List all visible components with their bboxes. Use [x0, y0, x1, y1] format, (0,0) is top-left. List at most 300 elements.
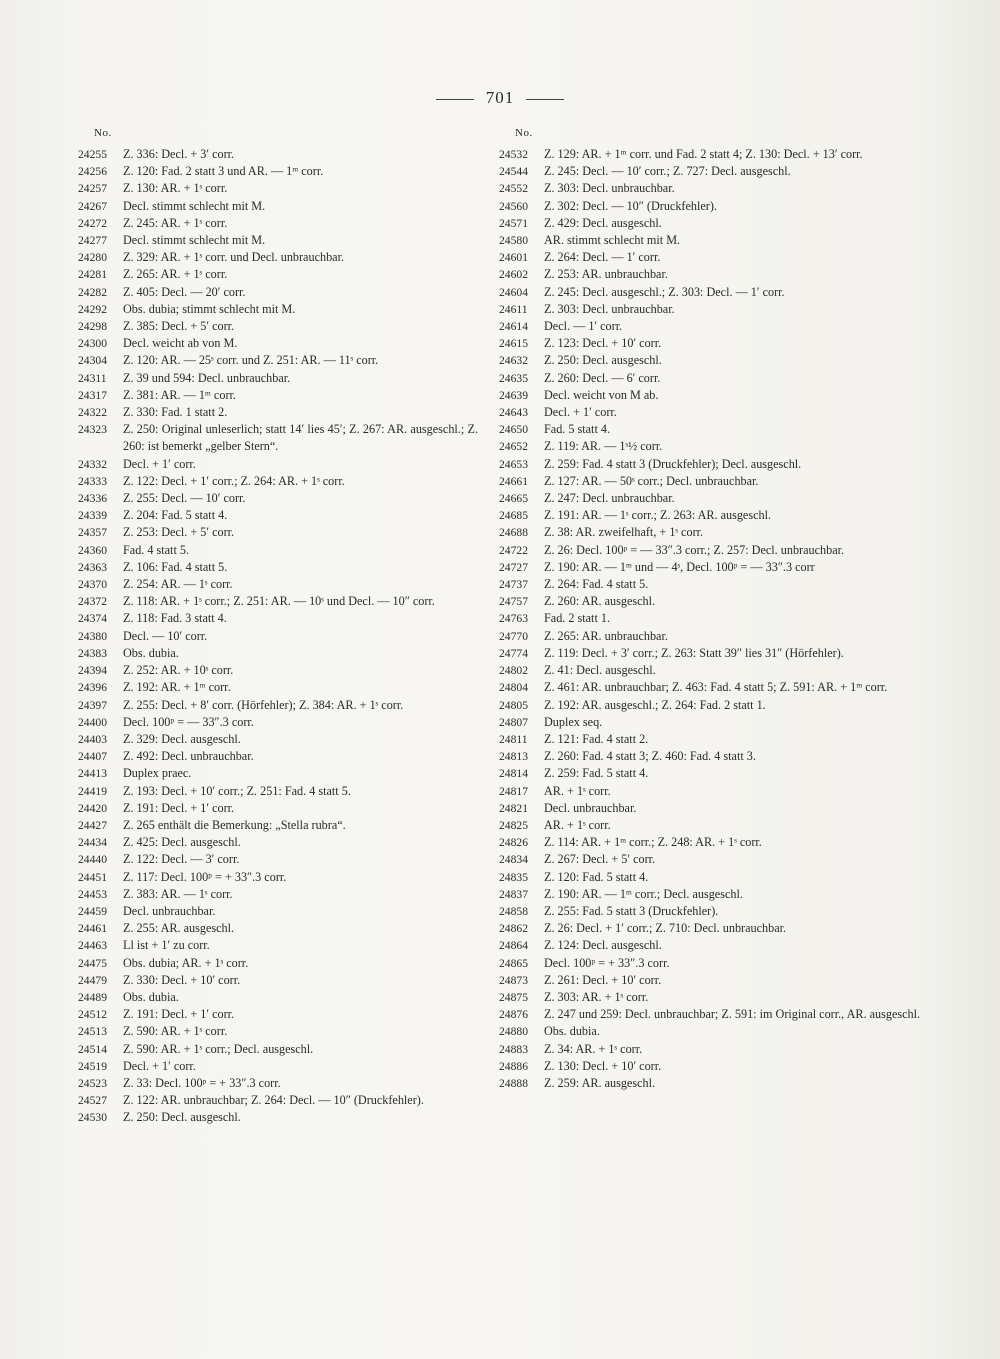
entry-row — [499, 748, 929, 765]
entry-row — [78, 800, 478, 817]
entry-number: 24544 — [499, 165, 528, 179]
entry-row — [78, 817, 478, 834]
entry-number: 24770 — [499, 629, 528, 643]
entry-row — [499, 679, 929, 696]
entry-text: Z. 429: Decl. ausgeschl. — [544, 215, 662, 230]
entry-number: 24552 — [499, 182, 528, 196]
entry-text: Z. 245: Decl. — 10′ corr.; Z. 727: Decl. ausgeschl. — [544, 164, 791, 179]
entry-row — [499, 989, 929, 1006]
entry-row — [78, 748, 478, 765]
entry-number: 24858 — [499, 904, 528, 918]
entry-text: Z. 381: AR. — 1ᵐ corr. — [123, 387, 236, 402]
entry-text: Duplex seq. — [544, 714, 603, 729]
entry-row — [499, 714, 929, 731]
entry-row — [499, 937, 929, 954]
entry-text: Z. 250: Decl. ausgeschl. — [123, 1110, 241, 1125]
entry-number: 24280 — [78, 251, 107, 265]
entry-row — [78, 249, 478, 266]
entry-number: 24372 — [78, 595, 107, 609]
entry-number: 24817 — [499, 784, 528, 798]
entry-text: Z. 190: AR. — 1ᵐ corr.; Decl. ausgeschl. — [544, 886, 743, 901]
entry-row — [499, 507, 929, 524]
entry-text: Z. 329: AR. + 1ˢ corr. und Decl. unbrauchbar. — [123, 250, 345, 265]
entry-text: Z. 329: Decl. ausgeschl. — [123, 731, 241, 746]
entry-number: 24394 — [78, 664, 107, 678]
entry-number: 24688 — [499, 526, 528, 540]
entry-text: Z. 114: AR. + 1ᵐ corr.; Z. 248: AR. + 1ˢ corr. — [544, 835, 762, 850]
entry-number: 24862 — [499, 922, 528, 936]
entry-row — [78, 851, 478, 868]
entry-number: 24811 — [499, 732, 528, 746]
entry-number: 24374 — [78, 612, 107, 626]
entry-number: 24886 — [499, 1059, 528, 1073]
entry-text: Z. 122: AR. unbrauchbar; Z. 264: Decl. — 10″ (Druckfehler). — [123, 1093, 424, 1108]
entry-number: 24601 — [499, 251, 528, 265]
entry-number: 24336 — [78, 492, 107, 506]
entry-row — [78, 1092, 478, 1109]
entry-text: Z. 253: AR. unbrauchbar. — [544, 267, 668, 282]
page-number — [0, 88, 1000, 108]
entry-number: 24821 — [499, 801, 528, 815]
entry-row — [499, 610, 929, 627]
entry-text: Z. 129: AR. + 1ᵐ corr. und Fad. 2 statt 4; Z. 130: Decl. + 13′ corr. — [544, 147, 863, 161]
entry-number: 24880 — [499, 1025, 528, 1039]
entry-number: 24685 — [499, 509, 528, 523]
entry-row — [499, 800, 929, 817]
entry-row — [499, 387, 929, 404]
entry-number: 24475 — [78, 956, 107, 970]
entry-number: 24774 — [499, 646, 528, 660]
entry-row — [78, 1058, 478, 1075]
entry-row — [499, 1023, 929, 1040]
entry-number: 24298 — [78, 320, 107, 334]
entry-number: 24615 — [499, 337, 528, 351]
entry-number: 24835 — [499, 870, 528, 884]
entry-text: Z. 590: AR. + 1ˢ corr. — [123, 1024, 228, 1039]
entry-text: Fad. 2 statt 1. — [544, 611, 611, 626]
entry-row — [499, 335, 929, 352]
entry-text: Decl. + 1′ corr. — [123, 456, 196, 471]
entry-row — [78, 232, 478, 249]
entry-text: Z. 492: Decl. unbrauchbar. — [123, 749, 254, 764]
entry-row — [499, 834, 929, 851]
entry-number: 24357 — [78, 526, 107, 540]
entry-number: 24876 — [499, 1008, 528, 1022]
entry-row — [78, 404, 478, 421]
entry-number: 24332 — [78, 457, 107, 471]
entry-number: 24407 — [78, 750, 107, 764]
entry-row — [78, 714, 478, 731]
entry-row — [499, 318, 929, 335]
entry-row — [499, 559, 929, 576]
entry-row — [78, 972, 478, 989]
entry-number: 24727 — [499, 560, 528, 574]
entry-text: Z. 253: Decl. + 5′ corr. — [123, 525, 235, 540]
entry-text: Decl. weicht von M ab. — [544, 387, 659, 402]
entry-number: 24255 — [78, 148, 107, 161]
entry-row — [78, 1041, 478, 1058]
entry-text: Z. 127: AR. — 50ˢ corr.; Decl. unbrauchbar. — [544, 473, 759, 488]
entry-text: Z. 106: Fad. 4 statt 5. — [123, 559, 228, 574]
entry-row — [78, 593, 478, 610]
entry-text: Z. 130: Decl. + 10′ corr. — [544, 1058, 662, 1073]
entry-row — [499, 438, 929, 455]
entry-row — [499, 697, 929, 714]
right-column-header: No. — [515, 127, 533, 139]
entry-number: 24380 — [78, 629, 107, 643]
entry-number: 24440 — [78, 853, 107, 867]
entry-number: 24419 — [78, 784, 107, 798]
entry-text: Ll ist + 1′ zu corr. — [123, 938, 210, 953]
entry-row — [499, 628, 929, 645]
entry-number: 24420 — [78, 801, 107, 815]
entry-row — [499, 955, 929, 972]
entry-number: 24434 — [78, 836, 107, 850]
entry-number: 24737 — [499, 578, 528, 592]
entry-row — [78, 576, 478, 593]
entry-text: Z. 303: Decl. unbrauchbar. — [544, 181, 675, 196]
entry-text: Obs. dubia. — [544, 1024, 600, 1039]
entry-text: Z. 38: AR. zweifelhaft, + 1ˢ corr. — [544, 525, 704, 540]
entry-text: Z. 123: Decl. + 10′ corr. — [544, 336, 662, 351]
entry-number: 24459 — [78, 904, 107, 918]
entry-text: Z. 191: AR. — 1ˢ corr.; Z. 263: AR. ausgeschl. — [544, 508, 772, 523]
entry-row — [78, 1006, 478, 1023]
entry-number: 24479 — [78, 973, 107, 987]
entry-text: Z. 264: Fad. 4 statt 5. — [544, 577, 649, 592]
entry-row — [499, 731, 929, 748]
entry-text: Z. 330: Fad. 1 statt 2. — [123, 405, 228, 420]
page-number-rule-right — [526, 99, 564, 100]
entry-number: 24532 — [499, 148, 528, 161]
entry-row — [499, 1075, 929, 1092]
entry-text: Z. 336: Decl. + 3′ corr. — [123, 147, 235, 161]
entry-text: Decl. — 10′ corr. — [123, 628, 208, 643]
entry-text: Obs. dubia; AR. + 1ˢ corr. — [123, 955, 249, 970]
entry-row — [499, 456, 929, 473]
entry-row — [78, 284, 478, 301]
entry-number: 24272 — [78, 216, 107, 230]
entry-text: Z. 461: AR. unbrauchbar; Z. 463: Fad. 4 statt 5; Z. 591: AR. + 1ᵐ corr. — [544, 680, 888, 695]
entry-row — [499, 301, 929, 318]
entry-text: Z. 425: Decl. ausgeschl. — [123, 835, 241, 850]
entry-text: Z. 265: AR. + 1ˢ corr. — [123, 267, 228, 282]
entry-text: Z. 121: Fad. 4 statt 2. — [544, 731, 649, 746]
entry-number: 24530 — [78, 1111, 107, 1125]
entry-row — [499, 180, 929, 197]
entry-text: Z. 250: Original unleserlich; statt 14′ lies 45′; Z. 267: AR. ausgeschl.; Z. 260: ist bemerkt „gelber Stern“. — [123, 422, 478, 454]
entry-number: 24560 — [499, 199, 528, 213]
entry-number: 24888 — [499, 1076, 528, 1090]
entry-text: Z. 303: Decl. unbrauchbar. — [544, 301, 675, 316]
entry-text: Z. 383: AR. — 1ˢ corr. — [123, 886, 233, 901]
entry-row — [499, 765, 929, 782]
entry-row — [78, 765, 478, 782]
entry-number: 24317 — [78, 388, 107, 402]
entry-row — [499, 163, 929, 180]
entry-text: Z. 245: Decl. ausgeschl.; Z. 303: Decl. — 1′ corr. — [544, 284, 785, 299]
entry-number: 24834 — [499, 853, 528, 867]
entry-text: Decl. + 1′ corr. — [544, 405, 617, 420]
entry-row — [78, 370, 478, 387]
entry-number: 24514 — [78, 1042, 107, 1056]
entry-text: Z. 41: Decl. ausgeschl. — [544, 663, 656, 678]
entry-number: 24523 — [78, 1076, 107, 1090]
entry-text: Z. 192: AR. ausgeschl.; Z. 264: Fad. 2 statt 1. — [544, 697, 766, 712]
entry-row — [78, 989, 478, 1006]
entry-number: 24873 — [499, 973, 528, 987]
entry-number: 24333 — [78, 474, 107, 488]
entry-row — [78, 1075, 478, 1092]
entry-text: Z. 247 und 259: Decl. unbrauchbar; Z. 591: im Original corr., AR. ausgeschl. — [544, 1007, 921, 1022]
entry-number: 24635 — [499, 371, 528, 385]
entry-row — [499, 817, 929, 834]
entry-number: 24580 — [499, 234, 528, 248]
entry-text: Z. 259: AR. ausgeschl. — [544, 1075, 656, 1090]
entry-number: 24400 — [78, 715, 107, 729]
entry-text: Z. 118: AR. + 1ˢ corr.; Z. 251: AR. — 10ˢ und Decl. — 10″ corr. — [123, 594, 435, 609]
entry-text: Z. 190: AR. — 1ᵐ und — 4ˢ, Decl. 100ᵖ = — 33″.3 corr — [544, 559, 815, 574]
entry-row — [499, 421, 929, 438]
entry-row — [78, 955, 478, 972]
right-column — [499, 126, 929, 1092]
entry-row — [78, 163, 478, 180]
entry-text: Decl. unbrauchbar. — [123, 903, 216, 918]
entry-row — [78, 507, 478, 524]
entry-row — [78, 610, 478, 627]
entry-text: Decl. 100ᵖ = — 33″.3 corr. — [123, 714, 254, 729]
entry-row — [78, 886, 478, 903]
entry-number: 24650 — [499, 423, 528, 437]
entry-number: 24807 — [499, 715, 528, 729]
entry-number: 24643 — [499, 406, 528, 420]
entry-row — [499, 370, 929, 387]
entry-number: 24304 — [78, 354, 107, 368]
entry-text: Z. 385: Decl. + 5′ corr. — [123, 319, 235, 334]
entry-number: 24512 — [78, 1008, 107, 1022]
entry-text: Z. 260: Decl. — 6′ corr. — [544, 370, 661, 385]
entry-number: 24363 — [78, 560, 107, 574]
entry-row — [499, 972, 929, 989]
entry-number: 24571 — [499, 216, 528, 230]
entry-row — [78, 456, 478, 473]
entry-row — [499, 266, 929, 283]
entry-number: 24489 — [78, 990, 107, 1004]
entry-row — [78, 1109, 478, 1126]
entry-row — [78, 645, 478, 662]
entry-row — [78, 869, 478, 886]
entry-row — [78, 697, 478, 714]
page-number-text: 701 — [485, 88, 515, 107]
entry-row — [499, 249, 929, 266]
entry-number: 24267 — [78, 199, 107, 213]
entry-row — [499, 352, 929, 369]
entry-row — [499, 783, 929, 800]
entry-text: Z. 265 enthält die Bemerkung: „Stella rubra“. — [123, 817, 346, 832]
entry-text: Z. 34: AR. + 1ˢ corr. — [544, 1041, 643, 1056]
entry-row — [78, 559, 478, 576]
entry-text: Z. 590: AR. + 1ˢ corr.; Decl. ausgeschl. — [123, 1041, 314, 1056]
entry-text: Z. 247: Decl. unbrauchbar. — [544, 491, 675, 506]
entry-row — [78, 490, 478, 507]
entry-number: 24757 — [499, 595, 528, 609]
entry-number: 24864 — [499, 939, 528, 953]
entry-row — [499, 1058, 929, 1075]
entry-number: 24451 — [78, 870, 107, 884]
entry-row — [78, 352, 478, 369]
entry-number: 24257 — [78, 182, 107, 196]
entry-text: Z. 259: Fad. 4 statt 3 (Druckfehler); Decl. ausgeschl. — [544, 456, 802, 471]
entry-row — [499, 198, 929, 215]
entry-row — [499, 146, 929, 163]
entry-text: Decl. + 1′ corr. — [123, 1058, 196, 1073]
entry-row — [499, 593, 929, 610]
entry-text: Z. 303: AR. + 1ˢ corr. — [544, 989, 649, 1004]
entry-number: 24453 — [78, 887, 107, 901]
entry-row — [78, 662, 478, 679]
entry-row — [78, 524, 478, 541]
entry-row — [78, 1023, 478, 1040]
entry-row — [499, 662, 929, 679]
entry-row — [78, 198, 478, 215]
entry-text: Z. 124: Decl. ausgeschl. — [544, 938, 662, 953]
entry-number: 24825 — [499, 818, 528, 832]
entry-number: 24463 — [78, 939, 107, 953]
entry-number: 24277 — [78, 234, 107, 248]
entry-text: Z. 255: Fad. 5 statt 3 (Druckfehler). — [544, 903, 719, 918]
entry-number: 24300 — [78, 337, 107, 351]
entry-text: Duplex praec. — [123, 766, 192, 781]
entry-text: Z. 119: Decl. + 3′ corr.; Z. 263: Statt 39″ lies 31″ (Hörfehler). — [544, 645, 844, 660]
entry-text: Z. 39 und 594: Decl. unbrauchbar. — [123, 370, 291, 385]
entry-text: Z. 260: Fad. 4 statt 3; Z. 460: Fad. 4 statt 3. — [544, 749, 756, 764]
entry-number: 24461 — [78, 922, 107, 936]
entry-row — [499, 1006, 929, 1023]
entry-text: Z. 302: Decl. — 10″ (Druckfehler). — [544, 198, 717, 213]
entry-text: Obs. dubia. — [123, 989, 179, 1004]
entry-text: Z. 265: AR. unbrauchbar. — [544, 628, 668, 643]
entry-text: Z. 26: Decl. 100ᵖ = — 33″.3 corr.; Z. 257: Decl. unbrauchbar. — [544, 542, 845, 557]
entry-text: Z. 252: AR. + 10ˢ corr. — [123, 663, 234, 678]
entry-text: Decl. 100ᵖ = + 33″.3 corr. — [544, 955, 670, 970]
entry-number: 24403 — [78, 732, 107, 746]
entry-number: 24652 — [499, 440, 528, 454]
entry-number: 24632 — [499, 354, 528, 368]
entry-text: Z. 130: AR. + 1ˢ corr. — [123, 181, 228, 196]
entry-text: Z. 255: AR. ausgeschl. — [123, 921, 235, 936]
entry-text: Z. 255: Decl. + 8′ corr. (Hörfehler); Z. 384: AR. + 1ˢ corr. — [123, 697, 404, 712]
entry-number: 24653 — [499, 457, 528, 471]
entry-row — [78, 335, 478, 352]
left-column — [78, 126, 478, 1127]
entry-row — [78, 731, 478, 748]
entry-text: AR. + 1ˢ corr. — [544, 783, 611, 798]
entry-number: 24602 — [499, 268, 528, 282]
entry-text: Z. 264: Decl. — 1′ corr. — [544, 250, 661, 265]
entry-row — [78, 473, 478, 490]
entry-text: AR. stimmt schlecht mit M. — [544, 233, 681, 248]
entry-number: 24802 — [499, 664, 528, 678]
left-column-header: No. — [94, 127, 112, 139]
entry-number: 24814 — [499, 767, 528, 781]
entry-text: Fad. 5 statt 4. — [544, 422, 611, 437]
entry-row — [78, 628, 478, 645]
entry-text: Fad. 4 statt 5. — [123, 542, 190, 557]
entry-row — [499, 473, 929, 490]
entry-row — [78, 180, 478, 197]
entry-text: Obs. dubia; stimmt schlecht mit M. — [123, 301, 296, 316]
entry-text: Z. 254: AR. — 1ˢ corr. — [123, 577, 233, 592]
entry-number: 24875 — [499, 990, 528, 1004]
entry-number: 24519 — [78, 1059, 107, 1073]
entry-row — [499, 576, 929, 593]
entry-text: Z. 255: Decl. — 10′ corr. — [123, 491, 246, 506]
entry-text: Z. 191: Decl. + 1′ corr. — [123, 800, 235, 815]
entry-number: 24360 — [78, 543, 107, 557]
entry-row — [78, 542, 478, 559]
entry-row — [78, 903, 478, 920]
entry-row — [499, 1041, 929, 1058]
entry-row — [78, 318, 478, 335]
entry-number: 24281 — [78, 268, 107, 282]
entry-row — [78, 146, 478, 163]
entry-number: 24665 — [499, 492, 528, 506]
entry-text: Z. 120: AR. — 25ˢ corr. und Z. 251: AR. — 11ˢ corr. — [123, 353, 379, 368]
entry-number: 24611 — [499, 302, 528, 316]
entry-text: Z. 26: Decl. + 1′ corr.; Z. 710: Decl. unbrauchbar. — [544, 921, 787, 936]
entry-row — [499, 404, 929, 421]
entry-number: 24256 — [78, 165, 107, 179]
entry-number: 24396 — [78, 681, 107, 695]
entry-number: 24292 — [78, 302, 107, 316]
entry-number: 24427 — [78, 818, 107, 832]
entry-text: Z. 405: Decl. — 20′ corr. — [123, 284, 246, 299]
entry-text: Z. 204: Fad. 5 statt 4. — [123, 508, 228, 523]
entry-number: 24865 — [499, 956, 528, 970]
entry-row — [499, 920, 929, 937]
entry-row — [78, 301, 478, 318]
entry-text: Z. 118: Fad. 3 statt 4. — [123, 611, 227, 626]
entry-text: Z. 117: Decl. 100ᵖ = + 33″.3 corr. — [123, 869, 287, 884]
entry-text: Z. 259: Fad. 5 statt 4. — [544, 766, 649, 781]
entry-text: Decl. weicht ab von M. — [123, 336, 238, 351]
entry-row — [499, 524, 929, 541]
entry-row — [78, 783, 478, 800]
entry-number: 24763 — [499, 612, 528, 626]
entry-number: 24370 — [78, 578, 107, 592]
entry-row — [78, 937, 478, 954]
entry-text: Z. 122: Decl. — 3′ corr. — [123, 852, 240, 867]
entry-number: 24826 — [499, 836, 528, 850]
entry-text: Decl. stimmt schlecht mit M. — [123, 233, 266, 248]
entry-number: 24722 — [499, 543, 528, 557]
entry-number: 24527 — [78, 1094, 107, 1108]
entry-text: Decl. stimmt schlecht mit M. — [123, 198, 266, 213]
entry-number: 24837 — [499, 887, 528, 901]
entry-number: 24311 — [78, 371, 107, 385]
entry-row — [78, 421, 478, 455]
entry-text: Z. 250: Decl. ausgeschl. — [544, 353, 662, 368]
entry-text: Obs. dubia. — [123, 645, 179, 660]
entry-text: Z. 120: Fad. 2 statt 3 und AR. — 1ᵐ corr. — [123, 164, 324, 179]
entry-text: Z. 119: AR. — 1ˢ½ corr. — [544, 439, 663, 454]
entry-row — [78, 920, 478, 937]
entry-text: Z. 261: Decl. + 10′ corr. — [544, 972, 662, 987]
entry-text: Z. 122: Decl. + 1′ corr.; Z. 264: AR. + 1ˢ corr. — [123, 473, 345, 488]
entry-row — [499, 851, 929, 868]
entry-number: 24804 — [499, 681, 528, 695]
entry-row — [499, 490, 929, 507]
